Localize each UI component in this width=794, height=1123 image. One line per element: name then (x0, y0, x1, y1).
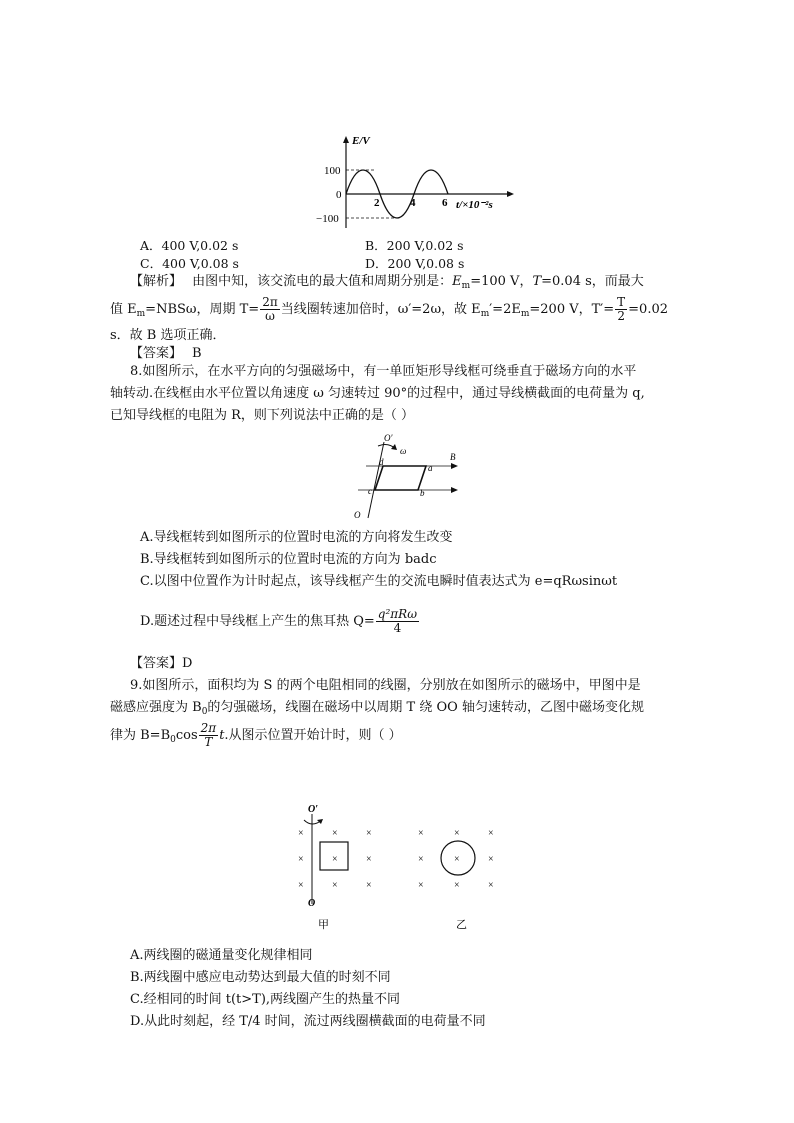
svg-text:O′: O′ (308, 804, 319, 815)
svg-text:c: c (368, 486, 372, 496)
svg-text:×: × (454, 828, 460, 839)
q8-stem-line2: 轴转动.在线框由水平位置以角速度 ω 匀速转过 90°的过程中，通过导线横截面的电荷量为 q, (110, 386, 645, 401)
q9-option-a: A.两线圈的磁通量变化规律相同 (130, 948, 313, 963)
q7-analysis-line1: 【解析】 由图中知，该交流电的最大值和周期分别是：$E_m=100$ V，T=0.04 s，而最大 (130, 274, 644, 291)
q7-option-d: D．200 V,0.08 s (365, 256, 465, 271)
q9-option-c: C.经相同的时间 t(t>T),两线圈产生的热量不同 (130, 992, 401, 1007)
q7-analysis-line3: s．故 B 选项正确． (110, 328, 226, 343)
analysis-tag: 【解析】 (130, 274, 183, 289)
svg-text:×: × (366, 854, 372, 865)
q8-option-c: C.以图中位置作为计时起点，该导线框产生的交流电瞬时值表达式为 e=qRωsinωt (140, 574, 618, 589)
q8-stem-line1: 8.如图所示，在水平方向的匀强磁场中，有一单匝矩形导线框可绕垂直于磁场方向的水平 (130, 364, 637, 379)
svg-text:×: × (418, 828, 424, 839)
svg-text:O: O (308, 898, 316, 909)
q9-option-b: B.两线圈中感应电动势达到最大值的时刻不同 (130, 970, 391, 985)
svg-text:×: × (418, 880, 424, 891)
q9-stem-line1: 9.如图所示，面积均为 S 的两个电阻相同的线圈，分别放在如图所示的磁场中，甲图中是 (130, 678, 641, 693)
q7-analysis-line2: 值 $E_m=NBS\omega$，周期 T= $\frac{2\pi}{\omega}$ 当线圈转速加倍时，ω′=2ω，故 $E_m'=2E_m=200$ V，T′= $\frac{T}{2}$ =0.02 (110, 295, 668, 323)
q7-option-a: A．400 V,0.02 s (140, 238, 239, 253)
q9-stem-line3: 律为 $B=B_0\cos$ $\frac{2\pi}{T}$ t.从图示位置开始计时，则（ ） (110, 721, 402, 749)
svg-text:b: b (420, 488, 425, 498)
svg-text:×: × (418, 854, 424, 865)
svg-text:×: × (454, 854, 460, 865)
y-tick-0: 0 (336, 189, 342, 201)
q8-stem-line3: 已知导线框的电阻为 R，则下列说法中正确的是（ ） (110, 408, 415, 423)
svg-text:×: × (298, 828, 304, 839)
svg-text:×: × (298, 854, 304, 865)
label-jia: 甲 (318, 919, 329, 930)
heat-fraction: $\frac{\text{q²πRω}}{4}$ (377, 607, 417, 635)
y-axis-label: E/V (352, 135, 370, 147)
q9-option-d: D.从此时刻起，经 T/4 时间，流过两线圈横截面的电荷量不同 (130, 1014, 486, 1029)
q8-answer: 【答案】D (130, 656, 193, 671)
svg-text:O: O (354, 510, 361, 520)
figure-yi (410, 800, 510, 930)
label-yi: 乙 (456, 919, 467, 930)
period-fraction: $\frac{2\pi}{\omega}$ (262, 295, 278, 323)
svg-text:×: × (488, 828, 494, 839)
svg-text:d: d (379, 457, 384, 467)
svg-text:×: × (488, 880, 494, 891)
q8-option-d: D.题述过程中导线框上产生的焦耳热 Q= $\frac{\text{q²πRω}}{4}$ (140, 607, 417, 635)
svg-text:O′: O′ (384, 433, 393, 443)
svg-text:×: × (332, 828, 338, 839)
svg-text:×: × (488, 854, 494, 865)
sine-wave-graph (310, 132, 520, 232)
q9-stem-line2: 磁感应强度为 $B_0$的匀强磁场，线圈在磁场中以周期 T 绕 OO 轴匀速转动，乙图中磁场变化规 (110, 700, 644, 717)
x-axis-label: t/×10⁻²s (456, 199, 493, 211)
q7-answer: 【答案】 B (130, 346, 202, 361)
x-tick-6: 6 (442, 197, 448, 209)
y-tick-100: 100 (324, 165, 341, 177)
x-tick-4: 4 (410, 197, 416, 209)
q8-option-b: B.导线框转到如图所示的位置时电流的方向为 badc (140, 552, 437, 567)
q7-option-c: C．400 V,0.08 s (140, 256, 239, 271)
q8-option-a: A.导线框转到如图所示的位置时电流的方向将发生改变 (140, 530, 453, 545)
x-tick-2: 2 (374, 197, 380, 209)
svg-text:ω: ω (400, 446, 407, 456)
svg-text:a: a (428, 463, 433, 473)
svg-text:×: × (332, 880, 338, 891)
svg-text:×: × (332, 854, 338, 865)
svg-text:×: × (454, 880, 460, 891)
svg-text:×: × (366, 828, 372, 839)
svg-text:×: × (366, 880, 372, 891)
rotating-frame-figure (350, 432, 470, 522)
svg-text:B: B (450, 452, 456, 462)
half-period-fraction: $\frac{T}{2}$ (617, 295, 626, 323)
q7-option-b: B．200 V,0.02 s (365, 238, 464, 253)
cos-arg-fraction: $\frac{2\pi}{T}$ (200, 721, 217, 749)
figure-jia (290, 800, 390, 930)
svg-text:×: × (298, 880, 304, 891)
y-tick-neg100: −100 (316, 213, 339, 225)
